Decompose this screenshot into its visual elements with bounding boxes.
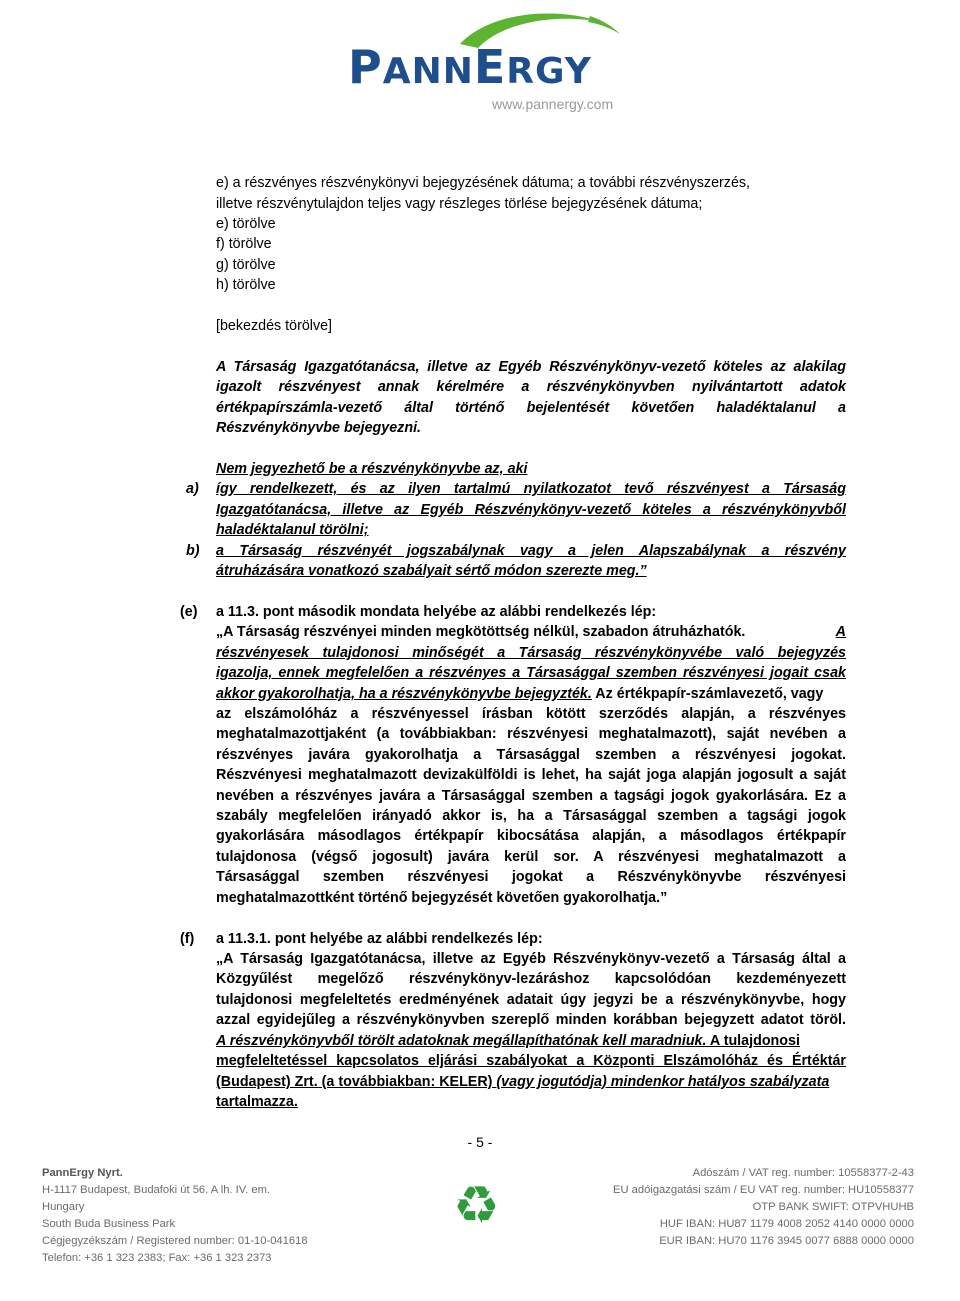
- section-e-rest-line: meghatalmazottként történő bejegyzését követően gyakorolhatja.”: [216, 890, 668, 906]
- section-e-rest-line: gyakorlására másodlagos értékpapír kibocsátása alapján, a másodlagos értékpapír: [216, 828, 846, 844]
- section-e-rest-line: az elszámolóház a részvényessel írásban kötött szerződés alapján, a részvényes: [216, 706, 846, 722]
- section-f-line: „A Társaság Igazgatótanácsa, illetve az Egyéb Részvénykönyv-vezető a Társaság által a: [216, 951, 846, 967]
- list-a-line: Igazgatótanácsa, illetve az Egyéb Részvénykönyv-vezető köteles a részvénykönyvből: [216, 502, 846, 518]
- section-e-rest-line: Részvényesi meghatalmazott devizakülföldi is lehet, ha saját joga alapján jogosult a saját: [216, 767, 846, 783]
- footer-registry: Cégjegyzékszám / Registered number: 01-10-041618: [42, 1235, 308, 1247]
- company-logo: [340, 4, 640, 114]
- list-marker-a: a): [186, 481, 199, 497]
- item-e-line-1: e) a részvényes részvénykönyvi bejegyzésének dátuma; a további részvényszerzés,: [216, 175, 751, 191]
- section-f-line: Közgyűlést megelőző részvénykönyv-lezáráshoz kapcsolódóan kezdeményezett: [216, 971, 846, 987]
- register-exclusion-heading: Nem jegyezhető be a részvénykönyvbe az, aki: [216, 461, 528, 477]
- deleted-item-e: e) törölve: [216, 216, 276, 232]
- deleted-paragraph: [bekezdés törölve]: [216, 318, 333, 334]
- section-e-line-4-rest: Az értékpapír-számlavezető, vagy: [591, 686, 824, 702]
- section-e-rest-line: szabály megfelelően irányadó akkor is, ha a Társasággal szemben a tagsági jogok: [216, 808, 846, 824]
- footer-swift: OTP BANK SWIFT: OTPVHUHB: [752, 1201, 914, 1213]
- footer-company-name: PannErgy Nyrt.: [42, 1167, 123, 1179]
- item-e-line-2: illetve részvénytulajdon teljes vagy részleges törlése bejegyzésének dátuma;: [216, 196, 703, 212]
- recycle-icon: ♻: [453, 1177, 500, 1235]
- section-e-rest-line: nevében a részvényes javára a Társasággal szemben a tagsági jogok gyakorlására. Ez a: [216, 788, 846, 804]
- italic-para-line: igazolt részvényest annak kérelmére a részvénykönyvben nyilvántartott adatok: [216, 379, 846, 395]
- section-f-line-7-part-a: (Budapest) Zrt. (a továbbiakban: KELER): [216, 1074, 497, 1090]
- logo-url: www.pannergy.com: [492, 96, 614, 112]
- section-marker-f: (f): [180, 931, 195, 947]
- list-marker-b: b): [186, 543, 200, 559]
- list-b-line: a Társaság részvényét jogszabálynak vagy a jelen Alapszabálynak a részvény: [216, 543, 846, 559]
- italic-para-line: Részvénykönyvbe bejegyezni.: [216, 420, 422, 436]
- list-b-line: átruházására vonatkozó szabályait sértő módon szerezte meg.”: [216, 563, 647, 579]
- footer-country: Hungary: [42, 1201, 85, 1213]
- deleted-item-f: f) törölve: [216, 236, 272, 252]
- section-f-line-7: [216, 1072, 829, 1092]
- section-f-line-7-part-b: (vagy jogutódja) mindenkor hatályos szabályzata: [496, 1074, 830, 1090]
- section-f-line-8: tartalmazza.: [216, 1094, 298, 1110]
- section-e-rest-line: Társasággal szemben részvényesi jogokat a Részvénykönyvbe részvényesi: [216, 869, 846, 885]
- section-e-line-1-tail: A: [835, 624, 846, 640]
- deleted-item-h: h) törölve: [216, 277, 276, 293]
- section-f-line-6: megfeleltetéssel kapcsolatos eljárási szabályokat a Központi Elszámolóház és Értéktár: [216, 1053, 846, 1069]
- section-f-line: azzal egyidejűleg a részvénykönyvben szereplő minden korábban bejegyzett adatot töröl.: [216, 1012, 846, 1028]
- section-e-line-2: részvényesek tulajdonosi minőségét a Társaság részvénykönyvébe való bejegyzés: [216, 645, 846, 661]
- section-e-rest-line: meghatalmazottjaként (a továbbiakban: részvényesi meghatalmazott), saját nevében a: [216, 726, 846, 742]
- logo-wordmark: PANNERGY: [348, 40, 592, 94]
- section-marker-e: (e): [180, 604, 198, 620]
- section-f-line-5-tail: A tulajdonosi: [706, 1033, 800, 1049]
- section-f-intro: a 11.3.1. pont helyébe az alábbi rendelkezés lép:: [216, 931, 543, 947]
- deleted-item-g: g) törölve: [216, 257, 276, 273]
- section-e-line-1-main: „A Társaság részvényei minden megkötöttség nélkül, szabadon átruházhatók.: [216, 624, 746, 640]
- section-f-line-5-italic: A részvénykönyvből törölt adatoknak megállapíthatónak kell maradniuk.: [216, 1033, 707, 1049]
- section-f-line-5: [216, 1031, 846, 1051]
- footer-address: H-1117 Budapest, Budafoki út 56. A lh. IV. em.: [42, 1184, 271, 1196]
- footer-eu-tax-number: EU adóigazgatási szám / EU VAT reg. number: HU10558377: [613, 1184, 914, 1196]
- section-e-line-4-underlined: akkor gyakorolhatja, ha a részvénykönyvbe bejegyzték.: [216, 686, 592, 702]
- footer-park: South Buda Business Park: [42, 1218, 176, 1230]
- italic-para-line: értékpapírszámla-vezető által történő bejelentését követően haladéktalanul a: [216, 400, 846, 416]
- section-e-intro: a 11.3. pont második mondata helyébe az alábbi rendelkezés lép:: [216, 604, 657, 620]
- section-e-line-3: igazolja, ennek megfelelően a részvényes a Társasággal szemben részvényesi jogait csak: [216, 665, 846, 681]
- page-number: - 5 -: [467, 1134, 493, 1150]
- section-e-line-1: [216, 622, 846, 642]
- footer-bank-info: [613, 1165, 914, 1250]
- italic-para-line: A Társaság Igazgatótanácsa, illetve az Egyéb Részvénykönyv-vezető köteles az alakilag: [216, 359, 846, 375]
- list-a-line: haladéktalanul törölni;: [216, 522, 369, 538]
- section-e-line-4: [216, 684, 846, 704]
- footer-tax-number: Adószám / VAT reg. number: 10558377-2-43: [692, 1167, 914, 1179]
- list-a-line: így rendelkezett, és az ilyen tartalmú nyilatkozatot tevő részvényest a Társaság: [216, 481, 846, 497]
- footer-huf-iban: HUF IBAN: HU87 1179 4008 2052 4140 0000 0000: [659, 1218, 914, 1230]
- section-e-rest-line: részvényes javára gyakorolhatja a Társasággal szemben a részvényesi jogokat.: [216, 747, 846, 763]
- footer-eur-iban: EUR IBAN: HU70 1176 3945 0077 6888 0000 0000: [659, 1235, 914, 1247]
- section-e-rest-line: tulajdonosa (végső jogosult) javára kerül sor. A részvényesi meghatalmazott a: [216, 849, 846, 865]
- section-f-line: tulajdonosi megfeleltetés eredményének adatait úgy jegyzi be a részvénykönyvbe, hogy: [216, 992, 846, 1008]
- footer-phone: Telefon: +36 1 323 2383; Fax: +36 1 323 2373: [42, 1252, 272, 1264]
- footer-company-info: [42, 1165, 308, 1267]
